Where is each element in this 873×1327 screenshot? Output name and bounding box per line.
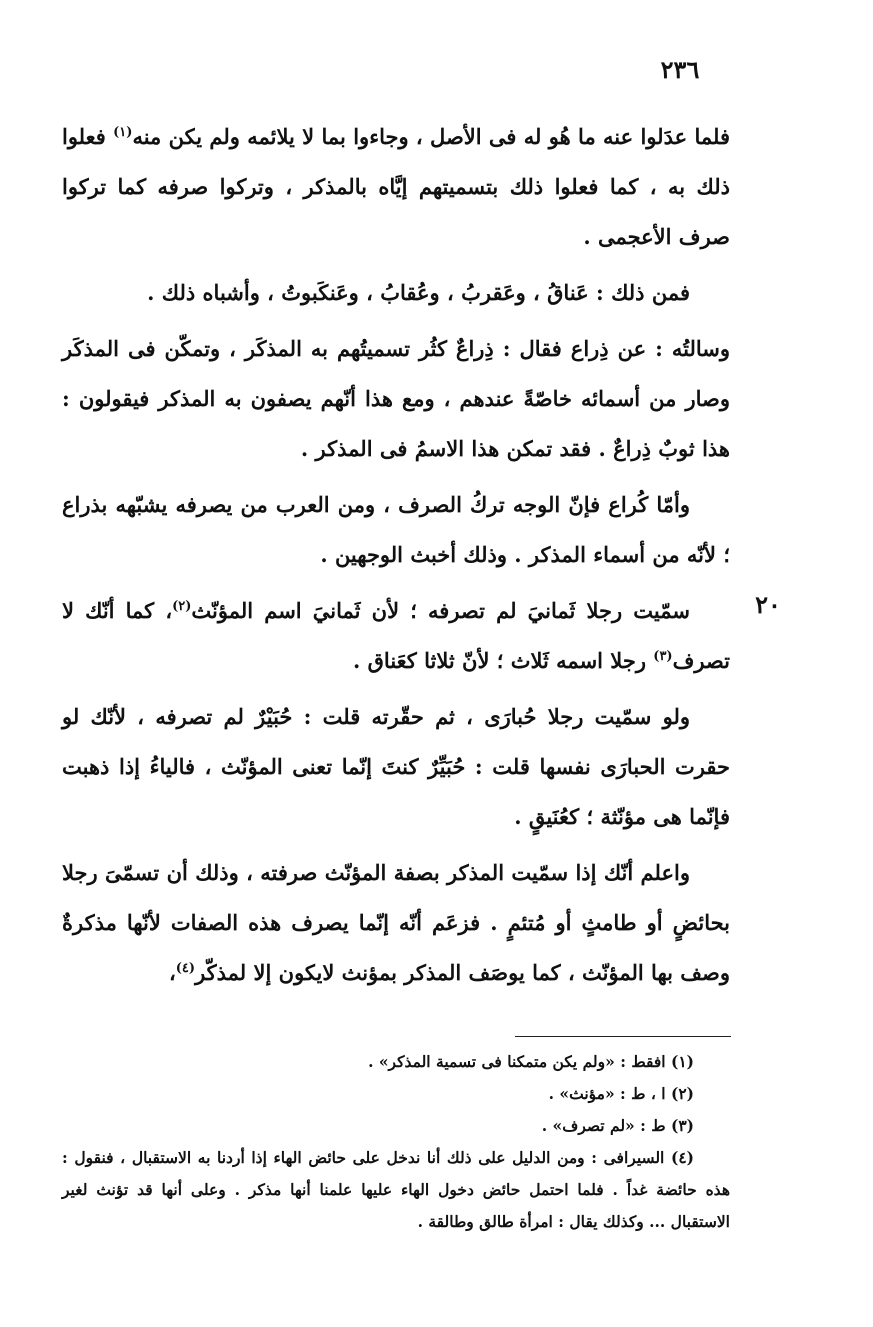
paragraph-text: رجلا اسمه ثَلاث ؛ لأنّ ثلاثا كعَناق .	[353, 648, 654, 673]
paragraph-3	[62, 324, 730, 474]
line-number-marker: ٢٠	[755, 590, 781, 619]
paragraph-text: وأمّا كُراع فإنّ الوجه تركُ الصرف ، ومن العرب من يصرفه يشبّهه بذراع ؛ لأنّه من أسماء المذكر . وذلك أخبث الوجهين .	[62, 492, 730, 567]
footnote-ref-1: (١)	[113, 125, 133, 140]
footnotes	[62, 1046, 730, 1238]
paragraph-text: سمّيت رجلا ثَمانيَ لم تصرفه ؛ لأن ثَمانيَ اسم المؤنّث	[191, 598, 690, 623]
paragraph-2	[62, 268, 730, 318]
paragraph-4	[62, 480, 730, 580]
paragraph-5	[62, 586, 730, 686]
footnote-ref-4: (٤)	[175, 961, 196, 976]
footnote-ref-3: (٣)	[653, 649, 673, 664]
paragraph-text: ، كما أنّك لا تصرف	[62, 598, 730, 673]
paragraph-6	[62, 692, 730, 842]
paragraph-text: ،	[168, 960, 176, 985]
footnote-3: (٣) ط : «لم تصرف» .	[541, 1116, 694, 1135]
page-number: ٢٣٦	[660, 55, 700, 84]
paragraph-7	[62, 848, 730, 998]
paragraph-text: فعلوا ذلك به ، كما فعلوا ذلك بتسميتهم إيَّاه بالمذكر ، وتركوا صرفه كما تركوا صرف الأعجمى .	[62, 124, 730, 249]
footnote-separator	[515, 1036, 731, 1037]
paragraph-text: فلما عدَلوا عنه ما هُو له فى الأصل ، وجاءوا بما لا يلائمه ولم يكن منه	[132, 124, 730, 149]
footnote-4: (٤) السيرافى : ومن الدليل على ذلك أنا ندخل على حائض الهاء إذا أردنا به الاستقبال ، فنقول : هذه حائضة غداً . فلما احتمل حائض دخول الهاء عليها علمنا أنها مذكر . وعلى أنها قد تؤنث لغير الاستقبال ... وكذلك يقال : امرأة طالق وطالقة .	[62, 1148, 730, 1231]
paragraph-text: ولو سمّيت رجلا حُبارَى ، ثم حقّرته قلت : حُبَيْرٌ لم تصرفه ، لأنّك لو حقرت الحبارَى نفسها قلت : حُبَيِّرٌ كنتَ إنّما تعنى المؤنّث ، فالياءُ إذا ذهبت فإنّما هى مؤنّثة ؛ كعُنَيقٍ .	[62, 704, 730, 829]
paragraph-text: فمن ذلك : عَناقُ ، وعَقربُ ، وعُقابُ ، وعَنكَبوتُ ، وأشباه ذلك .	[147, 280, 690, 305]
paragraph-text: واعلم أنّك إذا سمّيت المذكر بصفة المؤنّث صرفته ، وذلك أن تسمّىَ رجلا بحائضٍ أو طامثٍ أو مُتئمٍ . فزعَم أنّه إنّما يصرف هذه الصفات لأنّها مذكرةٌ وصف بها المؤنّث ، كما يوصَف المذكر بمؤنث لايكون إلا لمذكّر	[62, 860, 730, 985]
footnote-ref-2: (٢)	[172, 599, 192, 614]
paragraph-text: وسالتُه : عن ذِراع فقال : ذِراعٌ كثُر تسميتُهم به المذكَر ، وتمكّن فى المذكَر وصار من أسمائه خاصّةً عندهم ، ومع هذا أنّهم يصفون به المذكر فيقولون : هذا ثوبٌ ذِراعٌ . فقد تمكن هذا الاسمُ فى المذكر .	[62, 336, 730, 461]
footnote-1: (١) افقط : «ولم يكن متمكنا فى تسمية المذكر» .	[368, 1052, 694, 1071]
footnote-2: (٢) ا ، ط : «مؤنث» .	[548, 1084, 694, 1103]
paragraph-1	[62, 112, 730, 262]
main-text	[62, 112, 730, 998]
